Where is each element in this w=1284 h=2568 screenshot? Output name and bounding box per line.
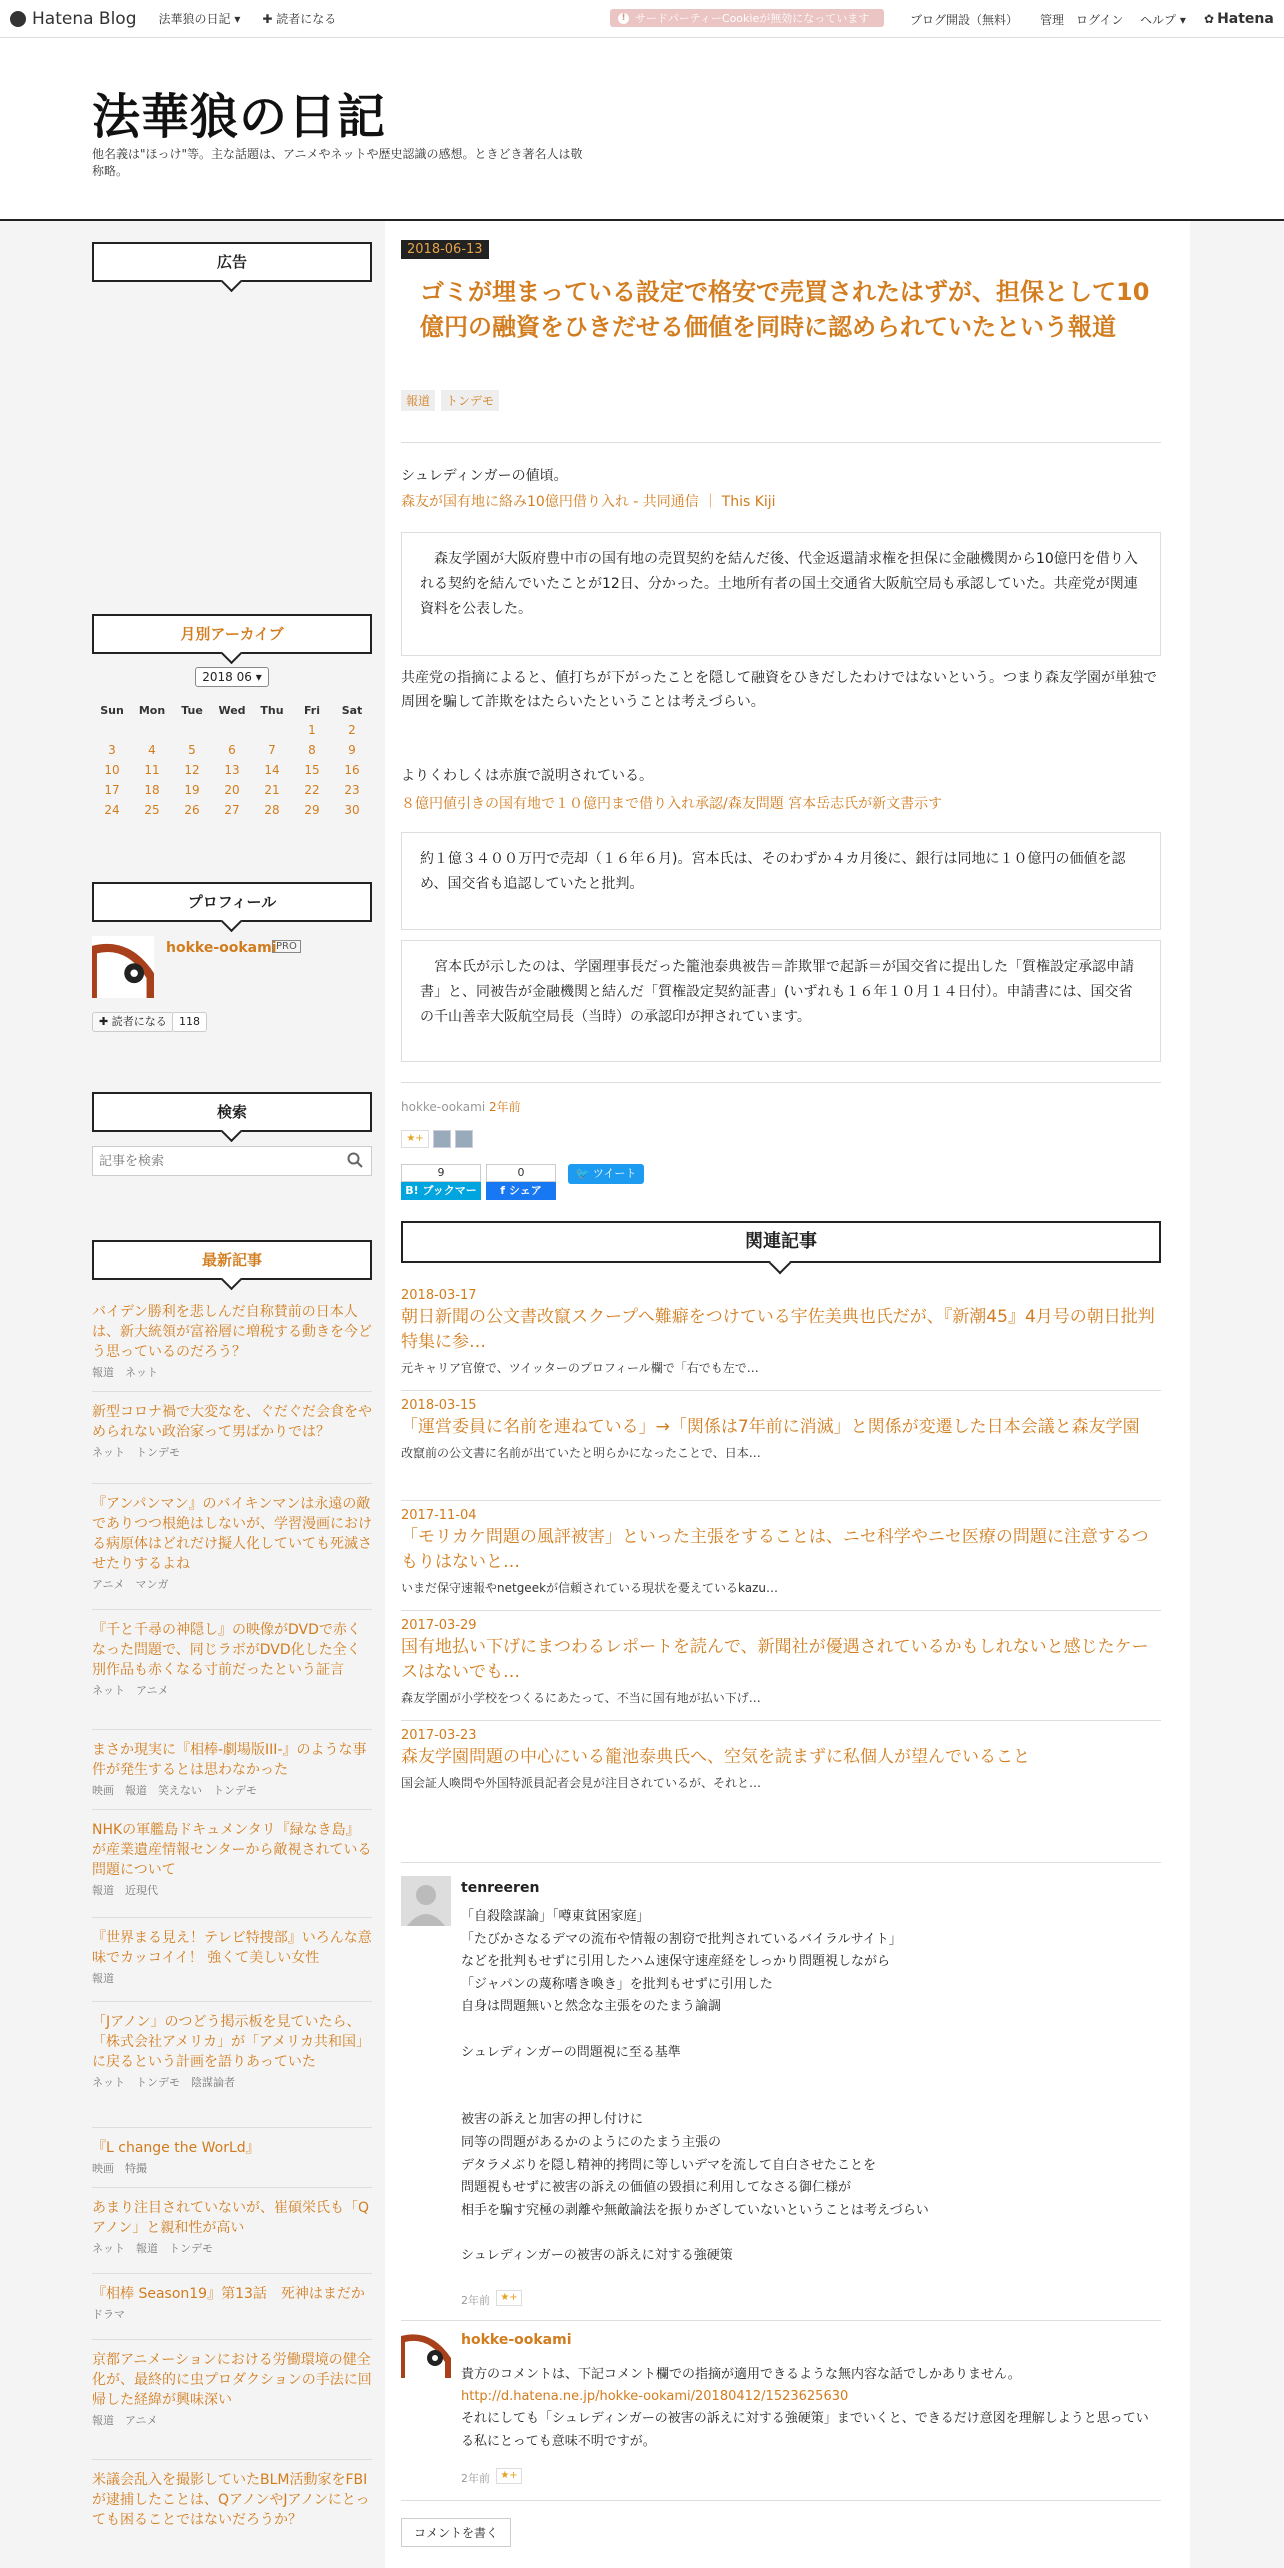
calendar-day[interactable]: 9 bbox=[348, 743, 356, 757]
calendar-day[interactable]: 1 bbox=[308, 723, 316, 737]
recent-entry[interactable]: あまり注目されていないが、崔碩栄氏も「Qアノン」と親和性が高い ネット 報道 トンデモ bbox=[92, 2198, 372, 2274]
related-heading: 関連記事 bbox=[401, 1221, 1161, 1263]
related-item[interactable]: 2017-03-29 国有地払い下げにまつわるレポートを読んで、新聞社が優遇されているかもしれないと感じたケースはないでも… 森友学園が小学校をつくるにあたって、不当に国有地が払い下げ… bbox=[401, 1618, 1149, 1705]
search-input[interactable] bbox=[93, 1147, 333, 1175]
calendar-day[interactable]: 13 bbox=[224, 763, 240, 777]
calendar-week bbox=[92, 720, 372, 740]
comment-link[interactable]: http://d.hatena.ne.jp/hokke-ookami/20180412/1523625630 bbox=[461, 2389, 849, 2404]
blog-start-link[interactable]: ブログ開設（無料） bbox=[910, 12, 1019, 27]
recent-entry[interactable]: 『相棒 Season19』第13話 死神はまだか ドラマ bbox=[92, 2284, 372, 2340]
reader-count: 118 bbox=[172, 1012, 207, 1032]
calendar-dayname: Sat bbox=[341, 703, 363, 717]
calendar-day[interactable]: 17 bbox=[104, 783, 120, 797]
archive-select[interactable]: 2018 06 ▾ bbox=[195, 667, 269, 687]
calendar-day[interactable]: 16 bbox=[344, 763, 360, 777]
hatena-bookmark-widget[interactable] bbox=[401, 1164, 481, 1215]
divider bbox=[401, 1720, 1161, 1721]
entry-categories bbox=[401, 390, 499, 411]
calendar-week bbox=[92, 800, 372, 820]
divider bbox=[401, 2320, 1161, 2321]
calendar-dayname: Fri bbox=[303, 703, 320, 717]
facebook-share-widget[interactable] bbox=[486, 1164, 556, 1200]
calendar-dayname: Tue bbox=[181, 703, 203, 717]
divider bbox=[401, 1500, 1161, 1501]
calendar-day[interactable]: 26 bbox=[184, 803, 200, 817]
calendar-dayname: Thu bbox=[260, 703, 284, 717]
divider bbox=[401, 1610, 1161, 1611]
comment bbox=[401, 1876, 1161, 2316]
divider bbox=[401, 2500, 1161, 2501]
calendar-day[interactable]: 18 bbox=[144, 783, 160, 797]
profile-avatar-icon[interactable] bbox=[92, 936, 154, 998]
calendar-day[interactable]: 29 bbox=[304, 803, 320, 817]
calendar-day[interactable]: 8 bbox=[308, 743, 316, 757]
recent-entry[interactable]: 新型コロナ禍で大変なを、ぐだぐだ会食をやめられない政治家って男ばかりでは？ ネット トンデモ bbox=[92, 1402, 372, 1484]
subscribe-link[interactable]: ✚ 読者になる bbox=[262, 12, 337, 26]
category-tag[interactable]: 報道 bbox=[401, 390, 435, 411]
twitter-icon: 🐦 bbox=[575, 1167, 593, 1180]
calendar-day[interactable]: 5 bbox=[188, 743, 196, 757]
hatena-logo-icon bbox=[10, 11, 26, 27]
calendar-day[interactable]: 10 bbox=[104, 763, 120, 777]
blog-menu[interactable]: 法華狼の日記 ▾ bbox=[158, 12, 241, 26]
calendar-day[interactable]: 27 bbox=[224, 803, 240, 817]
bookmark-button[interactable]: B! ブックマーク bbox=[401, 1182, 481, 1200]
calendar-day[interactable]: 19 bbox=[184, 783, 200, 797]
recent-heading[interactable]: 最新記事 bbox=[92, 1240, 372, 1280]
warning-icon: ! bbox=[618, 13, 629, 24]
divider bbox=[401, 442, 1161, 443]
recent-entry[interactable]: 『世界まる見え！テレビ特捜部』いろんな意味でカッコイイ！ 強くて美しい女性 報道 bbox=[92, 1928, 372, 2002]
write-comment-button[interactable]: コメントを書く bbox=[401, 2518, 511, 2547]
calendar-day[interactable]: 25 bbox=[144, 803, 160, 817]
login-link[interactable]: ログイン bbox=[1076, 12, 1124, 27]
commenter-name[interactable]: hokke-ookami bbox=[461, 2332, 572, 2348]
calendar-day[interactable]: 12 bbox=[184, 763, 200, 777]
related-item[interactable]: 2017-11-04 「モリカケ問題の風評被害」といった主張をすることは、ニセ科学やニセ医療の問題に注意するつもりはないと… いまだ保守速報やnetgeekが信頼されている現状を憂えているkazu… bbox=[401, 1508, 1149, 1595]
search-heading: 検索 bbox=[92, 1092, 372, 1132]
pro-badge: PRO bbox=[272, 940, 301, 953]
entry-byline: hokke-ookami 2年前 bbox=[401, 1100, 521, 1114]
default-avatar-icon[interactable] bbox=[401, 1876, 451, 1926]
calendar-day[interactable]: 4 bbox=[148, 743, 156, 757]
recent-entry[interactable]: バイデン勝利を悲しんだ自称賛前の日本人は、新大統領が富裕層に増税する動きを今どう思っているのだろう？ 報道 ネット bbox=[92, 1302, 372, 1392]
entry-paragraph: 共産党の指摘によると、値打ちが下がったことを隠して融資をひきだしたわけではないという。つまり森友学園が単独で周囲を騙して詐欺をはたらいたということは考えづらい。 bbox=[401, 670, 1157, 710]
calendar-day[interactable]: 3 bbox=[108, 743, 116, 757]
commenter-name[interactable]: tenreeren bbox=[461, 1880, 540, 1896]
recent-entry[interactable]: 京都アニメーションにおける労働環境の健全化が、最終的に虫プロダクションの手法に回帰した経緯が興味深い 報道 アニメ bbox=[92, 2350, 372, 2460]
star-user-avatar[interactable] bbox=[433, 1130, 451, 1148]
calendar-week bbox=[92, 740, 372, 760]
calendar-dayname: Wed bbox=[218, 703, 246, 717]
blog-title[interactable]: 法華狼の日記 bbox=[92, 89, 387, 145]
comment-body: 「自殺陰謀論」「噂東貧困家庭」 「たびかさなるデマの流布や情報の割窃で批判されているバイラルサイト」 などを批判もせずに引用したハム速保守速産経をしっかり問題視しながら 「ジャパンの蔑称嗜き喚き」を批判もせずに引用した 自身は問題無いと然念な主張をのたまう論調 シュレディンガーの問題視に至る基準 被害の訴えと加害の押し付けに 同等の問題があるかのようにのたまう主張の デタラメぶりを隠し精神的拷問に等しいデマを流して自白させたことを 問題視もせずに被害の訴えの価値の毀損に利用してなさる御仁様が 相手を騙す究極の剥離や無敵論法を振りかざしていないということは考えづらい シュレディンガーの被害の訴えに対する強硬策 bbox=[461, 1909, 929, 2263]
blockquote: 宮本氏が示したのは、学園理事長だった籠池泰典被告＝詐欺罪で起訴＝が国交省に提出した「質権設定承認申請書」と、同被告が金融機関と結んだ「質権設定契約証書」(いずれも１６年１０月１４日付）。申請書には、国交省の千山善幸大阪航空局長（当時）の承認印が押されています。 bbox=[401, 940, 1161, 1062]
calendar-dayname: Sun bbox=[100, 703, 124, 717]
comment bbox=[401, 2328, 1161, 2498]
comment-meta: 2年前 ★+ bbox=[461, 2290, 522, 2313]
recent-entry[interactable]: NHKの軍艦島ドキュメンタリ『緑なき島』が産業遺産情報センターから敵視されている問題について 報道 近現代 bbox=[92, 1820, 372, 1918]
source-link[interactable]: 森友が国有地に絡み10億円借り入れ - 共同通信 ｜ This Kiji bbox=[401, 494, 776, 510]
calendar-day[interactable]: 30 bbox=[344, 803, 360, 817]
star-area bbox=[401, 1130, 473, 1148]
profile-heading: プロフィール bbox=[92, 882, 372, 922]
cookie-notice[interactable]: ! サードパーティーCookieが無効になっています bbox=[610, 9, 884, 27]
ad-heading: 広告 bbox=[92, 242, 372, 282]
hokke-avatar-icon[interactable] bbox=[401, 2328, 451, 2378]
calendar-day[interactable]: 22 bbox=[304, 783, 320, 797]
archive-calendar bbox=[92, 700, 372, 820]
calendar-day[interactable]: 15 bbox=[304, 763, 320, 777]
calendar-day[interactable]: 23 bbox=[344, 783, 360, 797]
divider bbox=[401, 1390, 1161, 1391]
calendar-day[interactable]: 28 bbox=[264, 803, 280, 817]
related-item[interactable]: 2017-03-23 森友学園問題の中心にいる籠池泰典氏へ、空気を読まずに私個人が望んでいること 国会証人喚問や外国特派員記者会見が注目されているが、それと… bbox=[401, 1728, 1030, 1790]
add-star-button[interactable]: ★+ bbox=[401, 1130, 429, 1148]
recent-entry[interactable]: 『千と千尋の神隠し』の映像がDVDで赤くなった問題で、同じラボがDVD化した全く別作品も赤くなる寸前だったという証言 ネット アニメ bbox=[92, 1620, 372, 1730]
hatena-blog-logo[interactable]: Hatena Blog bbox=[10, 9, 137, 29]
divider bbox=[401, 1862, 1161, 1863]
add-star-button[interactable]: ★+ bbox=[496, 2290, 522, 2306]
blockquote: 約１億３４００万円で売却（１６年６月)。宮本氏は、そのわずか４カ月後に、銀行は同地に１０億円の価値を認め、国交省も追認していたと批判。 bbox=[401, 832, 1161, 930]
search-icon[interactable] bbox=[347, 1152, 363, 1172]
blog-description: 他名義は"ほっけ"等。主な話題は、アニメやネットや歴史認識の感想。ときどき著名人は敬称略。 bbox=[92, 147, 583, 178]
recent-entry[interactable]: 「Jアノン」のつどう掲示板を見ていたら、「株式会社アメリカ」が「アメリカ共和国」に戻るという計画を語りあっていた ネット トンデモ 陰謀論者 bbox=[92, 2012, 372, 2128]
admin-link[interactable]: 管理 bbox=[1040, 12, 1065, 27]
star-user-avatar[interactable] bbox=[455, 1130, 473, 1148]
calendar-day[interactable]: 14 bbox=[264, 763, 280, 777]
calendar-week bbox=[92, 760, 372, 780]
tweet-button[interactable]: 🐦 ツイート bbox=[568, 1164, 644, 1184]
add-star-button[interactable]: ★+ bbox=[496, 2468, 522, 2484]
share-count: 0 bbox=[486, 1164, 556, 1182]
profile-name[interactable]: hokke-ookami bbox=[166, 940, 277, 956]
divider bbox=[401, 1082, 1161, 1083]
comment-body: 貴方のコメントは、下記コメント欄での指摘が適用できるような無内容な話でしかありません。 bbox=[461, 2367, 1021, 2382]
calendar-dayname: Mon bbox=[138, 703, 166, 717]
calendar-day[interactable]: 2 bbox=[348, 723, 356, 737]
recent-entry[interactable]: 『アンパンマン』のバイキンマンは永遠の敵でありつつ根絶はしないが、学習漫画における病原体はどれだけ擬人化していても死滅させたりするよね アニメ マンガ bbox=[92, 1494, 372, 1610]
calendar-day[interactable]: 20 bbox=[224, 783, 240, 797]
bookmark-count: 9 bbox=[401, 1164, 481, 1182]
source-link[interactable]: ８億円値引きの国有地で１０億円まで借り入れ承認/森友問題 宮本岳志氏が新文書示す bbox=[401, 796, 943, 812]
reader-button[interactable]: ✚ 読者になる bbox=[92, 1012, 174, 1032]
calendar-header-row bbox=[92, 700, 372, 720]
hatena-brand[interactable]: ✿ Hatena bbox=[1204, 11, 1274, 27]
comment-body: それにしても「シュレディンガーの被害の訴えに対する強硬策」までいくと、できるだけ意図を理解しようと思っている私にとっても意味不明ですが。 bbox=[461, 2411, 1149, 2449]
top-bar bbox=[0, 0, 1284, 38]
category-tag[interactable]: トンデモ bbox=[441, 390, 499, 411]
calendar-day[interactable]: 7 bbox=[268, 743, 276, 757]
calendar-day[interactable]: 11 bbox=[144, 763, 160, 777]
related-item[interactable]: 2018-03-15 「運営委員に名前を連ねている」→「関係は7年前に消滅」と関係が変遷した日本会議と森友学園 改竄前の公文書に名前が出ていたと明らかになったことで、日本… bbox=[401, 1398, 1140, 1460]
calendar-day[interactable]: 21 bbox=[264, 783, 280, 797]
entry-paragraph: よりくわしくは赤旗で説明されている。 bbox=[401, 768, 653, 784]
blog-header bbox=[0, 38, 1284, 221]
recent-entry[interactable]: 『L change the WorLd』 映画 特撮 bbox=[92, 2138, 372, 2188]
search-box bbox=[92, 1146, 372, 1176]
entry-date[interactable]: 2018-06-13 bbox=[401, 240, 489, 259]
calendar-day[interactable]: 24 bbox=[104, 803, 120, 817]
calendar-week bbox=[92, 780, 372, 800]
calendar-day[interactable]: 6 bbox=[228, 743, 236, 757]
blockquote: 森友学園が大阪府豊中市の国有地の売買契約を結んだ後、代金返還請求権を担保に金融機関から10億円を借り入れる契約を結んでいたことが12日、分かった。土地所有者の国土交通省大阪航空局も承認していた。共産党が関連資料を公表した。 bbox=[401, 532, 1161, 656]
help-menu[interactable]: ヘルプ ▾ bbox=[1140, 12, 1186, 27]
entry-title[interactable]: ゴミが埋まっている設定で格安で売買されたはずが、担保として10億円の融資をひきだせる価値を同時に認められていたという報道 bbox=[420, 278, 1150, 341]
recent-entry[interactable]: まさか現実に『相棒-劇場版III-』のような事件が発生するとは思わなかった 映画 報道 笑えない トンデモ bbox=[92, 1740, 372, 1810]
facebook-share-button[interactable]: f シェア bbox=[486, 1182, 556, 1200]
entry-paragraph: シュレディンガーの値頃。 bbox=[401, 468, 568, 484]
archive-heading[interactable]: 月別アーカイブ bbox=[92, 614, 372, 654]
related-item[interactable]: 2018-03-17 朝日新聞の公文書改竄スクープへ難癖をつけている宇佐美典也氏だが、『新潮45』4月号の朝日批判特集に参… 元キャリア官僚で、ツイッターのプロフィール欄で「右でも左で… bbox=[401, 1288, 1155, 1375]
recent-entry[interactable]: 米議会乱入を撮影していたBLM活動家をFBIが逮捕したことは、QアノンやJアノンにとっても困ることではないだろうか？ bbox=[92, 2472, 370, 2528]
comment-meta: 2年前 ★+ bbox=[461, 2468, 522, 2491]
